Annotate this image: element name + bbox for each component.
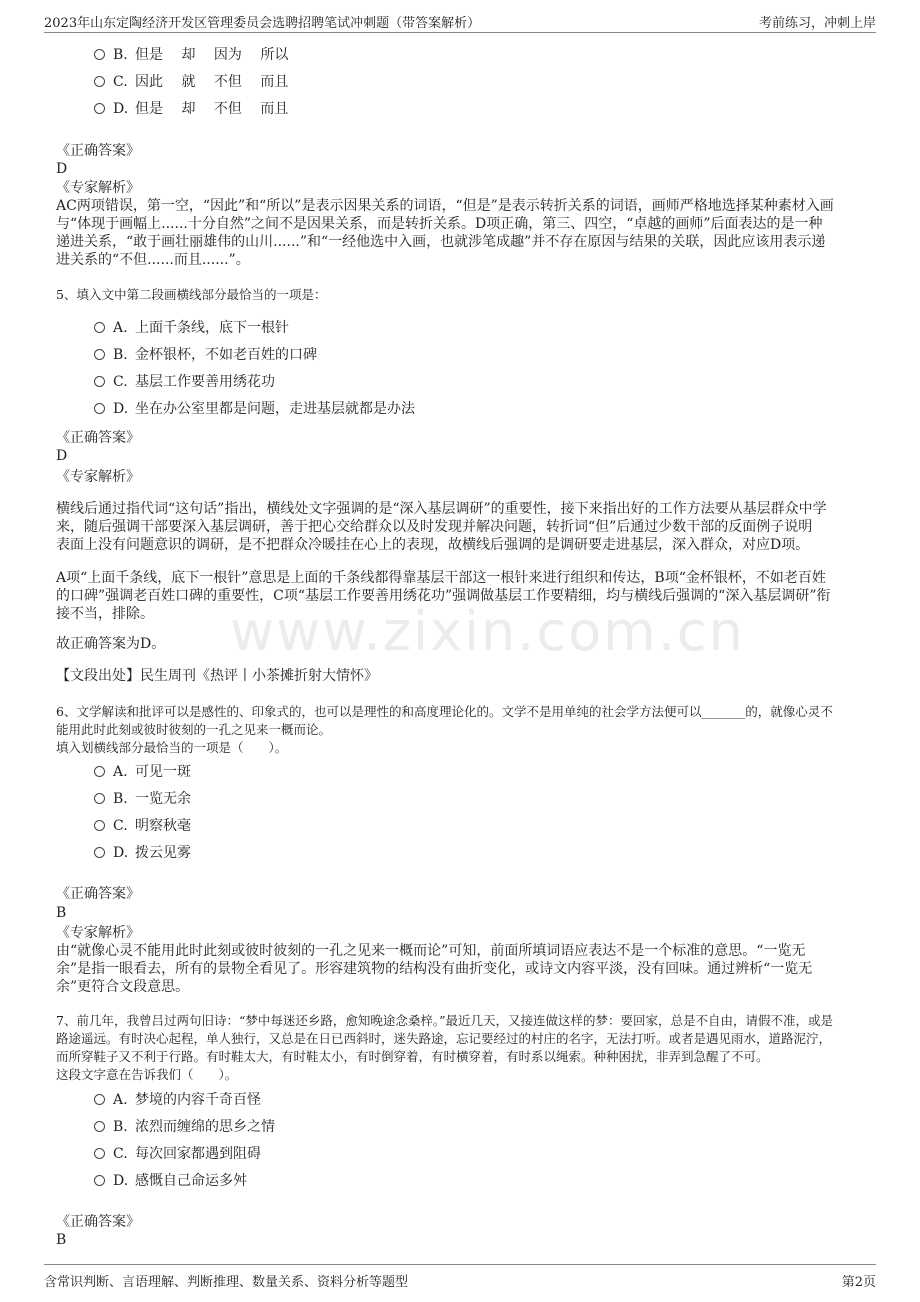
q6-stem: 6、文学解读和批评可以是感性的、印象式的，也可以是理性的和高度理论化的。文学不是用单纯的社会学方法便可以_______的，就像心灵不 能用此时此刻或彼时彼刻的一孔之见来一概而论。 填入划横线部分最恰当的一项是（ ）。: [56, 704, 833, 755]
footer-note: 含常识判断、言语理解、判断推理、数量关系、资料分析等题型: [44, 1275, 409, 1290]
q6-answer-label: 《正确答案》: [56, 886, 140, 902]
radio-icon[interactable]: [94, 349, 105, 360]
q4-analysis: AC两项错误，第一空，“因此”和“所以”是表示因果关系的词语，“但是”是表示转折关系的词语，画师严格地选择某种素材入画 与“体现于画幅上......十分自然”之间不是因果关系，而是转折关系。D项正确，第三、四空，“卓越的画师”后面表达的是一种 递进关系，“敢于画壮丽雄伟的山川......”和“一经他选中入画，也就涉笔成趣”并不存在原因与结果的关联，因此应该用表示递 进关系的“不但......而且......”。: [56, 198, 834, 268]
header-slogan: 考前练习，冲刺上岸: [758, 16, 876, 31]
radio-icon[interactable]: [94, 1121, 105, 1132]
page-footer: [44, 1264, 876, 1293]
q7-option-c[interactable]: C. 每次回家都遇到阻碍: [94, 1143, 261, 1165]
radio-icon[interactable]: [94, 793, 105, 804]
q7-answer-label: 《正确答案》: [56, 1214, 140, 1230]
q4-analysis-label: 《专家解析》: [56, 180, 140, 196]
watermark: www.zixin.com.cn: [230, 600, 745, 663]
radio-icon[interactable]: [94, 322, 105, 333]
q5-conclusion: 故正确答案为D。: [56, 636, 166, 652]
radio-icon[interactable]: [94, 103, 105, 114]
q5-analysis-p1: 横线后通过指代词“这句话”指出，横线处文字强调的是“深入基层调研”的重要性，接下来指出好的工作方法要从基层群众中学 来，随后强调干部要深入基层调研，善于把心交给群众以及时发现并解决问题，转折词“但”后通过少数干部的反面例子说明 表面上没有问题意识的调研，是不把群众冷暖挂在心上的表现，故横线后强调的是调研要走进基层，深入群众，对应D项。: [56, 501, 827, 553]
radio-icon[interactable]: [94, 403, 105, 414]
radio-icon[interactable]: [94, 1094, 105, 1105]
q5-option-c[interactable]: C. 基层工作要善用绣花功: [94, 371, 275, 393]
radio-icon[interactable]: [94, 820, 105, 831]
q5-option-d[interactable]: D. 坐在办公室里都是问题，走进基层就都是办法: [94, 398, 415, 420]
radio-icon[interactable]: [94, 76, 105, 87]
q5-analysis-p2: A项“上面千条线，底下一根针”意思是上面的千条线都得靠基层干部这一根针来进行组织和传达，B项“金杯银杯，不如老百姓 的口碑”强调老百姓口碑的重要性，C项“基层工作要善用绣花功”强调做基层工作要精细，均与横线后强调的“深入基层调研”衔 接不当，排除。: [56, 570, 831, 622]
q7-answer: B: [56, 1232, 67, 1248]
radio-icon[interactable]: [94, 1148, 105, 1159]
q5-option-b[interactable]: B. 金杯银杯，不如老百姓的口碑: [94, 344, 317, 366]
page-number: 第2页: [841, 1275, 876, 1290]
q4-answer-label: 《正确答案》: [56, 143, 140, 159]
q7-option-b[interactable]: B. 浓烈而缠绵的思乡之情: [94, 1116, 275, 1138]
q6-option-a[interactable]: A. 可见一斑: [94, 761, 191, 783]
q5-option-a[interactable]: A. 上面千条线，底下一根针: [94, 317, 289, 339]
q4-answer: D: [56, 161, 68, 177]
q6-analysis: 由“就像心灵不能用此时此刻或彼时彼刻的一孔之见来一概而论”可知，前面所填词语应表达不是一个标准的意思。“一览无 余”是指一眼看去，所有的景物全看见了。形容建筑物的结构没有曲折变化，或诗文内容平淡，没有回味。通过辨析“一览无 余”更符合文段意思。: [56, 943, 813, 995]
q5-source: 【文段出处】民生周刊《热评丨小茶摊折射大情怀》: [56, 668, 378, 684]
radio-icon[interactable]: [94, 376, 105, 387]
header-title: 2023年山东定陶经济开发区管理委员会选聘招聘笔试冲刺题（带答案解析）: [44, 16, 481, 31]
q6-answer: B: [56, 905, 67, 921]
radio-icon[interactable]: [94, 847, 105, 858]
q5-answer: D: [56, 448, 68, 464]
q7-stem: 7、前几年，我曾吕过两句旧诗：“梦中每迷还乡路，愈知晚途念桑梓。”最近几天，又接连做这样的梦：要回家，总是不自由，请假不准，或是 路途遥远。有时决心起程，单人独行，又总是在日已西斜时，迷失路途，忘记要经过的村庄的名字，无法打听。或者是遇见雨水，道路泥泞， 而所穿鞋子又不利于行路。有时鞋太大，有时鞋太小，有时倒穿着，有时横穿着，有时系以绳索。种种困扰，非弄到急醒了不可。 这段文字意在告诉我们（ ）。: [56, 1013, 833, 1082]
q6-option-d[interactable]: D. 拨云见雾: [94, 842, 191, 864]
q7-option-d[interactable]: D. 感慨自己命运多舛: [94, 1170, 247, 1192]
page-header: [44, 10, 876, 33]
q7-option-a[interactable]: A. 梦境的内容千奇百怪: [94, 1089, 261, 1111]
radio-icon[interactable]: [94, 766, 105, 777]
q5-answer-label: 《正确答案》: [56, 430, 140, 446]
q6-option-b[interactable]: B. 一览无余: [94, 788, 191, 810]
q4-option-b[interactable]: B. 但是 却 因为 所以: [94, 44, 288, 66]
q5-analysis-label: 《专家解析》: [56, 469, 140, 485]
radio-icon[interactable]: [94, 49, 105, 60]
q4-option-d[interactable]: D. 但是 却 不但 而且: [94, 98, 288, 120]
q6-analysis-label: 《专家解析》: [56, 925, 140, 941]
q6-option-c[interactable]: C. 明察秋毫: [94, 815, 191, 837]
radio-icon[interactable]: [94, 1175, 105, 1186]
q5-stem: 5、填入文中第二段画横线部分最恰当的一项是：: [56, 287, 327, 302]
q4-option-c[interactable]: C. 因此 就 不但 而且: [94, 71, 288, 93]
